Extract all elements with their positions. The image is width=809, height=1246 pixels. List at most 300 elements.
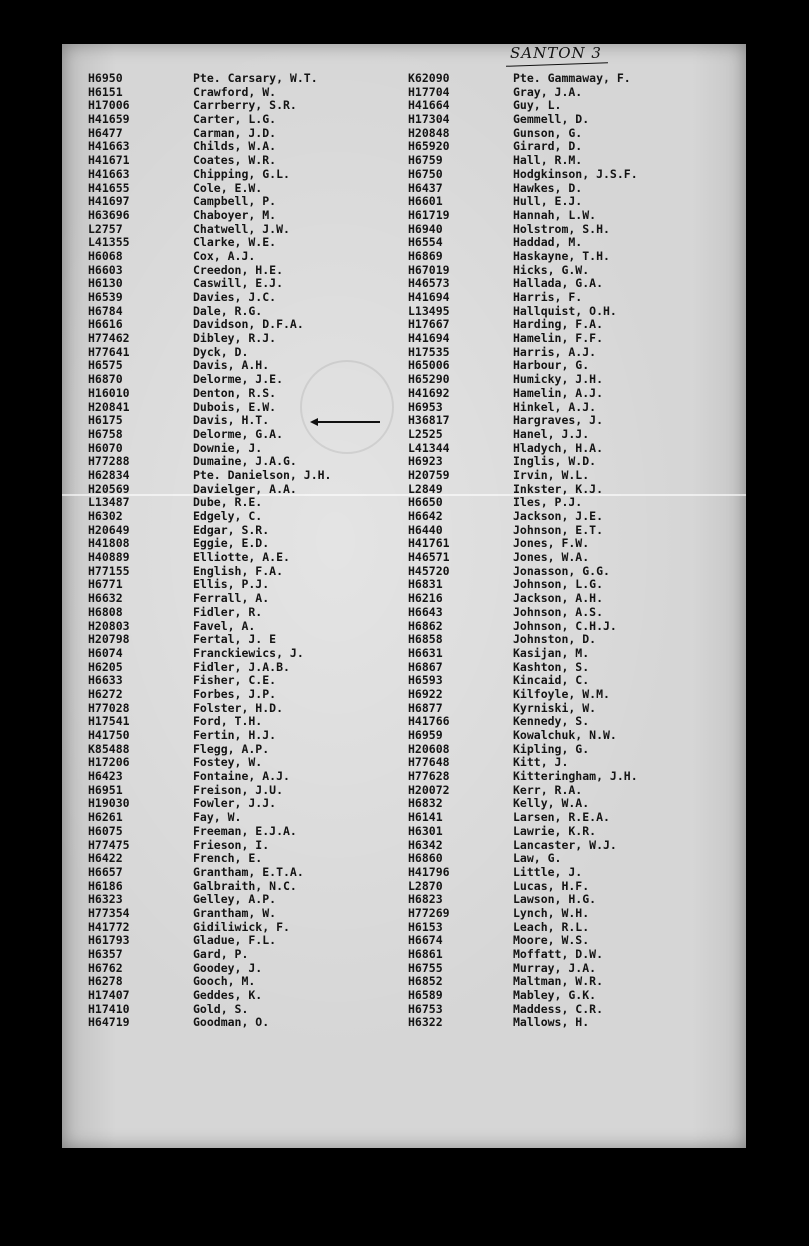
roster-entry — [88, 401, 398, 415]
service-number: H6762 — [88, 960, 123, 975]
service-number: K62090 — [408, 71, 450, 85]
service-number: H20841 — [88, 399, 130, 414]
soldier-name: Hamelin, A.J. — [513, 385, 604, 400]
roster-entry — [408, 182, 738, 196]
soldier-name: Hawkes, D. — [513, 180, 583, 195]
soldier-name: Lynch, W.H. — [513, 905, 590, 920]
service-number: H46573 — [408, 276, 450, 291]
service-number: H6959 — [408, 728, 443, 742]
service-number: H20072 — [408, 782, 450, 797]
service-number: H6554 — [408, 235, 443, 250]
soldier-name: Chipping, G.L. — [193, 166, 290, 181]
service-number: H77354 — [88, 905, 130, 920]
roster-entry — [88, 565, 398, 579]
soldier-name: Johnston, D. — [513, 632, 597, 647]
soldier-name: Fowler, J.J. — [193, 796, 277, 811]
roster-entry — [88, 483, 398, 497]
roster-entry — [408, 797, 738, 811]
service-number: H6153 — [408, 919, 443, 934]
soldier-name: Lancaster, W.J. — [513, 837, 617, 852]
soldier-name: Kyrniski, W. — [513, 700, 597, 715]
soldier-name: Davis, A.H. — [193, 358, 270, 373]
service-number: H61719 — [408, 207, 450, 222]
service-number: H6643 — [408, 604, 443, 619]
service-number: H17667 — [408, 317, 450, 332]
service-number: H6477 — [88, 125, 123, 140]
service-number: L13487 — [88, 495, 130, 510]
service-number: H6951 — [88, 782, 123, 797]
roster-entry — [408, 469, 738, 483]
soldier-name: Franckiewics, J. — [193, 645, 304, 660]
service-number: H6650 — [408, 495, 443, 510]
service-number: H6186 — [88, 878, 123, 893]
service-number: H77628 — [408, 769, 450, 784]
soldier-name: Maltman, W.R. — [513, 974, 604, 989]
roster-entry — [408, 496, 738, 510]
service-number: H17006 — [88, 98, 130, 113]
soldier-name: Dube, R.E. — [193, 495, 263, 510]
roster-entry — [408, 975, 738, 989]
roster-entry — [408, 359, 738, 373]
service-number: L2870 — [408, 878, 443, 893]
soldier-name: Harding, F.A. — [513, 317, 604, 332]
roster-entry — [408, 537, 738, 551]
roster-entry — [88, 524, 398, 538]
service-number: H6867 — [408, 659, 443, 674]
roster-entry — [88, 592, 398, 606]
soldier-name: Harbour, G. — [513, 358, 590, 373]
soldier-name: Carman, J.D. — [193, 125, 277, 140]
service-number: H6858 — [408, 632, 443, 647]
service-number: H6642 — [408, 509, 443, 523]
soldier-name: Harris, F. — [513, 290, 583, 304]
service-number: H6674 — [408, 933, 443, 948]
roster-entry — [88, 989, 398, 1003]
roster-entry — [408, 606, 738, 620]
roster-entry — [408, 633, 738, 647]
service-number: H6589 — [408, 988, 443, 1003]
soldier-name: Fertin, H.J. — [193, 728, 277, 742]
soldier-name: Moffatt, D.W. — [513, 947, 604, 961]
service-number: H6860 — [408, 851, 443, 866]
roster-entry — [408, 647, 738, 661]
soldier-name: Hall, R.M. — [513, 153, 583, 168]
service-number: H41663 — [88, 139, 130, 154]
service-number: H77648 — [408, 755, 450, 770]
roster-entry — [88, 496, 398, 510]
roster-entry — [88, 373, 398, 387]
service-number: H61793 — [88, 933, 130, 948]
soldier-name: Johnson, L.G. — [513, 577, 604, 592]
roster-entry — [88, 948, 398, 962]
soldier-name: Hanel, J.J. — [513, 426, 590, 441]
service-number: H36817 — [408, 413, 450, 428]
roster-entry — [88, 797, 398, 811]
soldier-name: Gray, J.A. — [513, 84, 583, 99]
soldier-name: Little, J. — [513, 864, 583, 879]
roster-entry — [88, 743, 398, 757]
roster-entry — [88, 154, 398, 168]
roster-entry — [408, 1016, 738, 1030]
roster-entry — [408, 688, 738, 702]
left-roster-column — [88, 72, 398, 1030]
roster-entry — [408, 592, 738, 606]
service-number: H6070 — [88, 440, 123, 455]
roster-entry — [408, 839, 738, 853]
roster-entry — [88, 1016, 398, 1030]
service-number: H6877 — [408, 700, 443, 715]
roster-entry — [408, 715, 738, 729]
roster-entry — [88, 223, 398, 237]
soldier-name: Kincaid, C. — [513, 673, 590, 688]
soldier-name: Grantham, W. — [193, 905, 277, 920]
service-number: H16010 — [88, 385, 130, 400]
service-number: H6422 — [88, 851, 123, 866]
roster-entry — [408, 989, 738, 1003]
roster-entry — [408, 948, 738, 962]
soldier-name: Jackson, J.E. — [513, 509, 604, 523]
roster-entry — [88, 414, 398, 428]
roster-entry — [88, 578, 398, 592]
service-number: H6922 — [408, 686, 443, 701]
service-number: H20759 — [408, 467, 450, 482]
roster-entry — [88, 346, 398, 360]
service-number: H41694 — [408, 290, 450, 304]
soldier-name: Dumaine, J.A.G. — [193, 454, 297, 469]
service-number: H6301 — [408, 823, 443, 838]
soldier-name: English, F.A. — [193, 563, 284, 578]
soldier-name: Grantham, E.T.A. — [193, 864, 304, 879]
roster-entry — [88, 784, 398, 798]
soldier-name: Kennedy, S. — [513, 714, 590, 729]
soldier-name: Kilfoyle, W.M. — [513, 686, 610, 701]
soldier-name: Lucas, H.F. — [513, 878, 590, 893]
roster-entry — [408, 880, 738, 894]
service-number: H6831 — [408, 577, 443, 592]
soldier-name: Kerr, R.A. — [513, 782, 583, 797]
soldier-name: Dyck, D. — [193, 344, 249, 359]
service-number: H6593 — [408, 673, 443, 688]
service-number: H6539 — [88, 290, 123, 304]
roster-entry — [408, 346, 738, 360]
roster-entry — [88, 291, 398, 305]
service-number: H6322 — [408, 1015, 443, 1030]
soldier-name: Edgar, S.R. — [193, 522, 270, 537]
soldier-name: Delorme, J.E. — [193, 372, 284, 387]
soldier-name: Law, G. — [513, 851, 562, 866]
roster-entry — [408, 442, 738, 456]
roster-entry — [408, 907, 738, 921]
service-number: H67019 — [408, 262, 450, 277]
roster-entry — [408, 428, 738, 442]
soldier-name: Geddes, K. — [193, 988, 263, 1003]
service-number: H41655 — [88, 180, 130, 195]
roster-entry — [88, 99, 398, 113]
soldier-name: Kasijan, M. — [513, 645, 590, 660]
service-number: H6823 — [408, 892, 443, 907]
service-number: H6342 — [408, 837, 443, 852]
service-number: K85488 — [88, 741, 130, 756]
service-number: H6753 — [408, 1001, 443, 1016]
roster-entry — [408, 770, 738, 784]
soldier-name: Kitt, J. — [513, 755, 569, 770]
roster-entry — [408, 702, 738, 716]
service-number: H6130 — [88, 276, 123, 291]
service-number: H6323 — [88, 892, 123, 907]
service-number: H41692 — [408, 385, 450, 400]
roster-entry — [88, 674, 398, 688]
soldier-name: Edgely, C. — [193, 509, 263, 523]
service-number: H6869 — [408, 248, 443, 263]
service-number: H6440 — [408, 522, 443, 537]
roster-entry — [88, 195, 398, 209]
soldier-name: Carter, L.G. — [193, 112, 277, 127]
soldier-name: Kitteringham, J.H. — [513, 769, 638, 784]
soldier-name: Murray, J.A. — [513, 960, 597, 975]
soldier-name: Caswill, E.J. — [193, 276, 284, 291]
service-number: H17541 — [88, 714, 130, 729]
soldier-name: Irvin, W.L. — [513, 467, 590, 482]
soldier-name: Johnson, E.T. — [513, 522, 604, 537]
service-number: H6832 — [408, 796, 443, 811]
roster-entry — [408, 729, 738, 743]
soldier-name: Mallows, H. — [513, 1015, 590, 1030]
roster-entry — [88, 236, 398, 250]
roster-entry — [88, 606, 398, 620]
service-number: H41766 — [408, 714, 450, 729]
soldier-name: Haskayne, T.H. — [513, 248, 610, 263]
service-number: H41659 — [88, 112, 130, 127]
roster-entry — [88, 182, 398, 196]
right-roster-column — [408, 72, 738, 1030]
service-number: H65290 — [408, 372, 450, 387]
soldier-name: Johnson, A.S. — [513, 604, 604, 619]
service-number: H6216 — [408, 591, 443, 606]
service-number: H17407 — [88, 988, 130, 1003]
service-number: H6261 — [88, 810, 123, 825]
service-number: H41761 — [408, 536, 450, 551]
soldier-name: Hladych, H.A. — [513, 440, 604, 455]
roster-entry — [408, 852, 738, 866]
roster-entry — [408, 811, 738, 825]
service-number: H6940 — [408, 221, 443, 236]
service-number: H65006 — [408, 358, 450, 373]
roster-entry — [408, 784, 738, 798]
soldier-name: Favel, A. — [193, 618, 256, 633]
roster-entry — [408, 373, 738, 387]
soldier-name: Flegg, A.P. — [193, 741, 270, 756]
roster-entry — [408, 661, 738, 675]
soldier-name: Dibley, R.J. — [193, 331, 277, 346]
soldier-name: Childs, W.A. — [193, 139, 277, 154]
service-number: H6151 — [88, 84, 123, 99]
soldier-name: Hinkel, A.J. — [513, 399, 597, 414]
soldier-name: Galbraith, N.C. — [193, 878, 297, 893]
roster-entry — [88, 168, 398, 182]
service-number: H64719 — [88, 1015, 130, 1030]
roster-entry — [408, 72, 738, 86]
soldier-name: Eggie, E.D. — [193, 536, 270, 551]
soldier-name: Gladue, F.L. — [193, 933, 277, 948]
service-number: H63696 — [88, 207, 130, 222]
roster-entry — [88, 620, 398, 634]
service-number: L2757 — [88, 221, 123, 236]
roster-entry — [408, 195, 738, 209]
soldier-name: Denton, R.S. — [193, 385, 277, 400]
service-number: H6657 — [88, 864, 123, 879]
roster-entry — [88, 839, 398, 853]
roster-entry — [408, 401, 738, 415]
roster-entry — [88, 277, 398, 291]
roster-entry — [408, 565, 738, 579]
soldier-name: French, E. — [193, 851, 263, 866]
soldier-name: Elliotte, A.E. — [193, 550, 290, 565]
service-number: H20803 — [88, 618, 130, 633]
roster-entry — [88, 907, 398, 921]
service-number: H6575 — [88, 358, 123, 373]
roster-entry — [88, 880, 398, 894]
roster-entry — [408, 168, 738, 182]
soldier-name: Dale, R.G. — [193, 303, 263, 318]
service-number: H6075 — [88, 823, 123, 838]
service-number: H41671 — [88, 153, 130, 168]
service-number: H41663 — [88, 166, 130, 181]
soldier-name: Hannah, L.W. — [513, 207, 597, 222]
roster-entry — [408, 483, 738, 497]
roster-entry — [408, 962, 738, 976]
service-number: H6759 — [408, 153, 443, 168]
roster-entry — [408, 99, 738, 113]
service-number: L13495 — [408, 303, 450, 318]
soldier-name: Inglis, W.D. — [513, 454, 597, 469]
service-number: H40889 — [88, 550, 130, 565]
service-number: L2525 — [408, 426, 443, 441]
service-number: H6808 — [88, 604, 123, 619]
service-number: H41796 — [408, 864, 450, 879]
roster-entry — [88, 688, 398, 702]
soldier-name: Davies, J.C. — [193, 290, 277, 304]
soldier-name: Ferrall, A. — [193, 591, 270, 606]
roster-entry — [408, 620, 738, 634]
soldier-name: Cole, E.W. — [193, 180, 263, 195]
soldier-name: Davidson, D.F.A. — [193, 317, 304, 332]
roster-entry — [408, 893, 738, 907]
service-number: H41772 — [88, 919, 130, 934]
soldier-name: Goodman, O. — [193, 1015, 270, 1030]
roster-entry — [88, 72, 398, 86]
soldier-name: Maddess, C.R. — [513, 1001, 604, 1016]
service-number: H45720 — [408, 563, 450, 578]
soldier-name: Creedon, H.E. — [193, 262, 284, 277]
roster-entry — [88, 866, 398, 880]
soldier-name: Hicks, G.W. — [513, 262, 590, 277]
roster-entry — [408, 921, 738, 935]
roster-entry — [408, 209, 738, 223]
roster-entry — [408, 291, 738, 305]
roster-entry — [88, 1003, 398, 1017]
roster-entry — [408, 387, 738, 401]
service-number: H20848 — [408, 125, 450, 140]
service-number: L2849 — [408, 481, 443, 496]
soldier-name: Goodey, J. — [193, 960, 263, 975]
service-number: H77269 — [408, 905, 450, 920]
roster-entry — [88, 825, 398, 839]
roster-entry — [88, 729, 398, 743]
roster-entry — [408, 743, 738, 757]
soldier-name: Gold, S. — [193, 1001, 249, 1016]
soldier-name: Girard, D. — [513, 139, 583, 154]
service-number: H6074 — [88, 645, 123, 660]
roster-entry — [88, 633, 398, 647]
soldier-name: Kelly, W.A. — [513, 796, 590, 811]
soldier-name: Gooch, M. — [193, 974, 256, 989]
soldier-name: Holstrom, S.H. — [513, 221, 610, 236]
soldier-name: Freison, J.U. — [193, 782, 284, 797]
roster-entry — [88, 455, 398, 469]
service-number: H6205 — [88, 659, 123, 674]
roster-entry — [408, 250, 738, 264]
soldier-name: Gelley, A.P. — [193, 892, 277, 907]
roster-entry — [408, 1003, 738, 1017]
soldier-name: Gunson, G. — [513, 125, 583, 140]
soldier-name: Pte. Carsary, W.T. — [193, 71, 318, 85]
roster-entry — [88, 510, 398, 524]
soldier-name: Fertal, J. E — [193, 632, 277, 647]
service-number: H17704 — [408, 84, 450, 99]
soldier-name: Hull, E.J. — [513, 194, 583, 209]
roster-entry — [408, 934, 738, 948]
soldier-name: Frieson, I. — [193, 837, 270, 852]
roster-entry — [88, 305, 398, 319]
roster-entry — [408, 113, 738, 127]
soldier-name: Gidiliwick, F. — [193, 919, 290, 934]
roster-entry — [88, 387, 398, 401]
handwritten-annotation: SANTON 3 — [510, 44, 602, 62]
soldier-name: Campbell, P. — [193, 194, 277, 209]
roster-entry — [408, 236, 738, 250]
soldier-name: Johnson, C.H.J. — [513, 618, 617, 633]
service-number: H41808 — [88, 536, 130, 551]
roster-entry — [408, 551, 738, 565]
soldier-name: Kipling, G. — [513, 741, 590, 756]
soldier-name: Jones, W.A. — [513, 550, 590, 565]
roster-entry — [88, 86, 398, 100]
service-number: H46571 — [408, 550, 450, 565]
roster-entry — [408, 510, 738, 524]
roster-entry — [408, 318, 738, 332]
service-number: H17410 — [88, 1001, 130, 1016]
roster-entry — [408, 86, 738, 100]
roster-entry — [408, 578, 738, 592]
roster-entry — [408, 756, 738, 770]
roster-entry — [88, 428, 398, 442]
soldier-name: Crawford, W. — [193, 84, 277, 99]
roster-entry — [408, 127, 738, 141]
service-number: H6758 — [88, 426, 123, 441]
soldier-name: Delorme, G.A. — [193, 426, 284, 441]
service-number: H6950 — [88, 71, 123, 85]
service-number: H17304 — [408, 112, 450, 127]
service-number: H17535 — [408, 344, 450, 359]
soldier-name: Inkster, K.J. — [513, 481, 604, 496]
service-number: H6616 — [88, 317, 123, 332]
roster-entry — [408, 277, 738, 291]
soldier-name: Harris, A.J. — [513, 344, 597, 359]
service-number: H6870 — [88, 372, 123, 387]
soldier-name: Folster, H.D. — [193, 700, 284, 715]
soldier-name: Larsen, R.E.A. — [513, 810, 610, 825]
service-number: H77462 — [88, 331, 130, 346]
